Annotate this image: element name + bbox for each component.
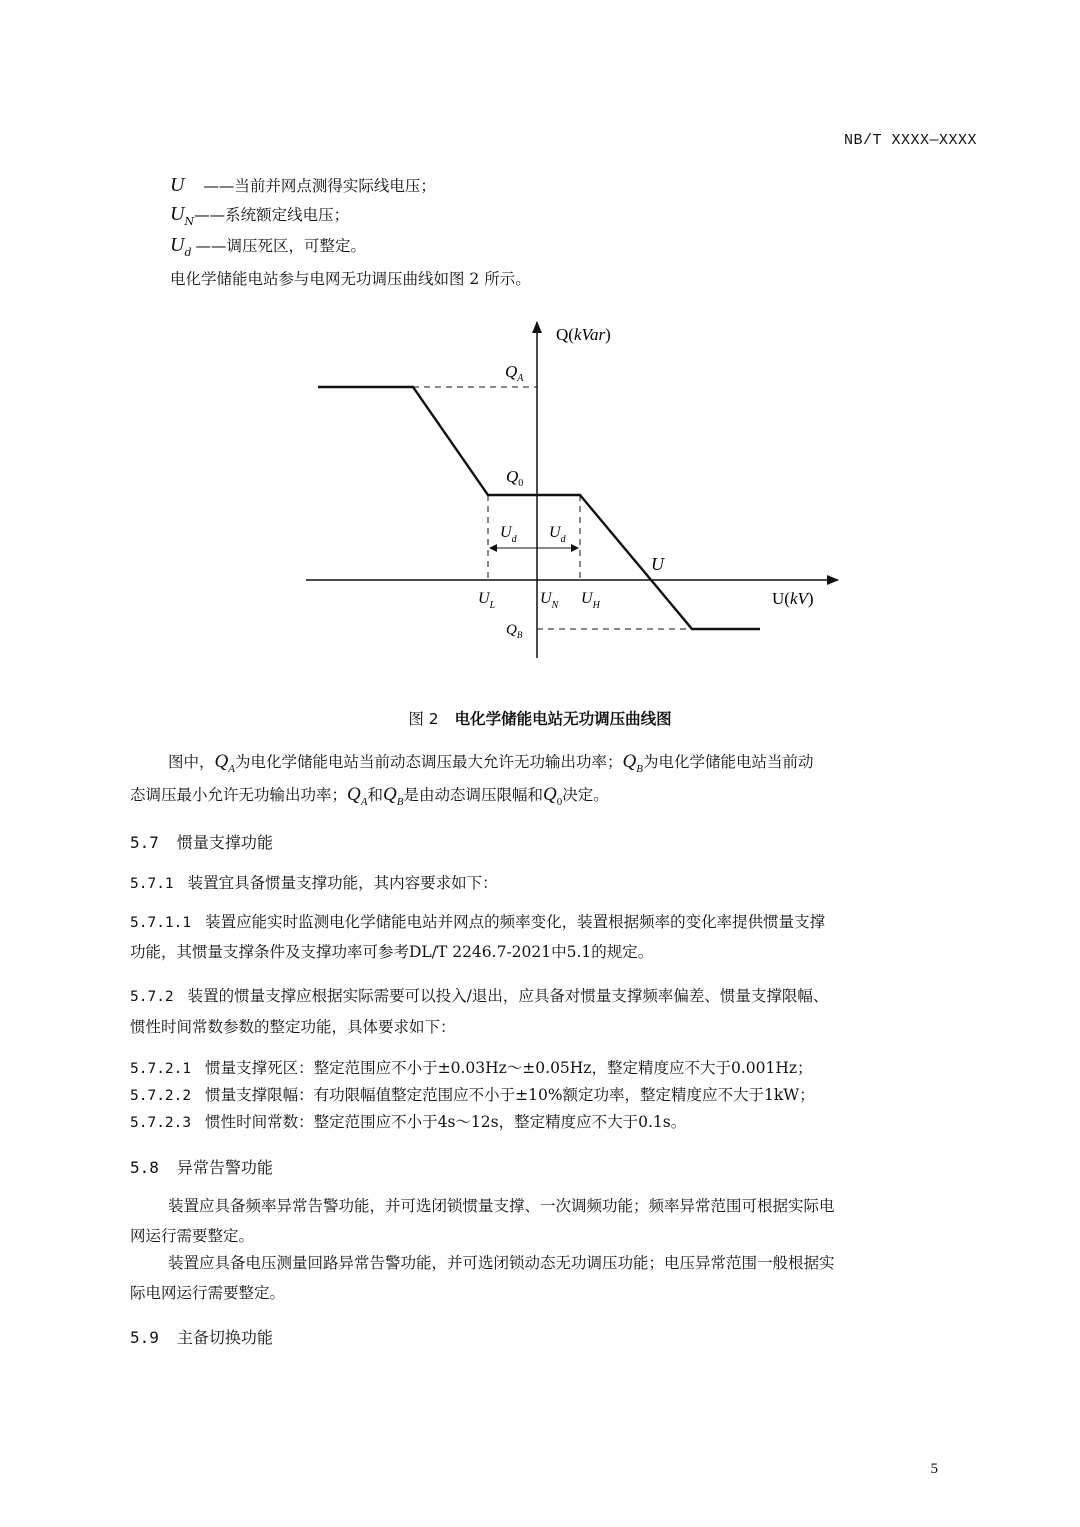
qa-label-sub: A (517, 373, 524, 384)
ud-left-sub: d (511, 534, 517, 545)
clause-text: 惯性时间常数：整定范围应不小于4s～12s，整定精度应不大于0.1s。 (205, 1113, 687, 1131)
uh-label-base: U (581, 590, 593, 607)
section-title: 惯量支撑功能 (176, 833, 273, 852)
q-u-curve (318, 387, 760, 629)
y-axis-label (556, 325, 611, 344)
qa-symbol: $Q_A$ (347, 784, 368, 808)
ud-right-base: U (549, 524, 561, 541)
figure-caption-title: 电化学储能电站无功调压曲线图 (454, 710, 672, 728)
section-heading-5-8 (130, 1155, 273, 1178)
qa-label (505, 362, 524, 384)
note-text: 是由动态调压限幅和 (403, 786, 543, 804)
clause-5-7-2-3 (130, 1107, 980, 1139)
figure-note-line-2 (130, 780, 980, 817)
definition-text: 系统额定线电压； (225, 206, 350, 224)
clause-number: 5.7.2.1 (130, 1061, 192, 1077)
definition-symbol: U (170, 203, 185, 225)
section-heading-5-9 (130, 1325, 273, 1348)
definition-symbol: U (170, 234, 185, 256)
x-axis-label (772, 589, 814, 608)
clause-number: 5.7.1.1 (130, 915, 192, 931)
paragraph-5-8-2-line-1: 装置应具备电压测量回路异常告警功能，并可选闭锁动态无功调压功能；电压异常范围一般根据实 (168, 1254, 835, 1272)
definition-dash: —— (194, 206, 226, 224)
clause-text: 装置应能实时监测电化学储能电站并网点的频率变化，装置根据频率的变化率提供惯量支撑 (205, 913, 826, 931)
ul-label (478, 590, 496, 611)
paragraph-5-8-2-line-2: 际电网运行需要整定。 (130, 1284, 286, 1302)
definition-dash: —— (195, 237, 227, 255)
paragraph-5-8-1-line-1: 装置应具备频率异常告警功能，并可选闭锁惯量支撑、一次调频功能；频率异常范围可根据实际电 (168, 1197, 835, 1215)
x-axis-label-unit: kV (789, 589, 808, 608)
note-text: 为电化学储能电站当前动 (642, 753, 814, 771)
q-u-curve-figure (0, 0, 1080, 700)
uh-label-sub: H (592, 600, 600, 611)
clause-text: 装置宜具备惯量支撑功能，其内容要求如下： (187, 874, 498, 892)
note-text: 决定。 (562, 786, 609, 804)
qb-symbol: $Q_B$ (383, 784, 404, 808)
definition-symbol: U (170, 174, 185, 196)
qa-label-base: Q (505, 362, 518, 381)
clause-number: 5.7.2.3 (130, 1115, 192, 1131)
clause-5-7-2 (130, 981, 980, 1013)
un-label (540, 590, 560, 611)
definition-text: 调压死区，可整定。 (226, 237, 367, 255)
ud-left-base: U (500, 524, 512, 541)
y-axis-label-suffix: ) (605, 325, 611, 344)
paragraph-5-8-1-line-2: 网运行需要整定。 (130, 1227, 255, 1245)
clause-number: 5.7.2 (130, 989, 174, 1005)
clause-text: 惯量支撑限幅：有功限幅值整定范围应不小于±10%额定功率，整定精度应不大于1kW； (205, 1086, 815, 1104)
un-label-base: U (540, 590, 552, 607)
clause-5-7-1-1-cont: 功能，其惯量支撑条件及支撑功率可参考DL/T 2246.7-2021中5.1的规定。 (130, 943, 654, 961)
clause-5-7-2-cont: 惯性时间常数参数的整定功能，具体要求如下： (130, 1018, 456, 1036)
ul-label-base: U (478, 590, 490, 607)
un-label-sub: N (551, 600, 559, 611)
qb-label-base: Q (506, 622, 517, 638)
y-axis-label-prefix: Q( (556, 325, 574, 344)
qb-symbol: $Q_B$ (622, 751, 643, 775)
intro-line: 电化学储能电站参与电网无功调压曲线如图 2 所示。 (170, 270, 531, 288)
clause-5-7-1-1 (130, 907, 980, 939)
note-text: 图中， (168, 753, 215, 771)
note-text: 为电化学储能电站当前动态调压最大允许无功输出功率； (234, 753, 623, 771)
ud-left-label (500, 524, 518, 545)
x-axis-label-suffix: ) (807, 589, 814, 608)
definition-text: 当前并网点测得实际线电压； (234, 177, 436, 195)
figure-caption-number: 图 2 (408, 710, 439, 728)
ud-right-label (549, 524, 567, 545)
section-number: 5.8 (130, 1158, 159, 1177)
standard-code: NB/T XXXX—XXXX (843, 132, 977, 149)
figure-note-line-1 (130, 747, 980, 784)
ul-label-sub: L (489, 600, 496, 611)
clause-number: 5.7.2.2 (130, 1088, 192, 1104)
clause-text: 惯量支撑死区：整定范围应不小于±0.03Hz～±0.05Hz，整定精度应不大于0.001Hz； (205, 1059, 813, 1077)
x-axis-label-prefix: U( (772, 589, 790, 608)
q0-label-sub: 0 (518, 478, 524, 489)
u-curve-label: U (651, 554, 664, 574)
figure-caption (0, 707, 1080, 729)
definition-subscript: N (184, 215, 195, 228)
ud-right-sub: d (560, 534, 566, 545)
q0-label (506, 467, 523, 489)
clause-5-7-1 (130, 868, 980, 900)
note-text: 态调压最小允许无功输出功率； (130, 786, 348, 804)
uh-label (581, 590, 601, 611)
q0-symbol: $Q_0$ (542, 784, 563, 808)
q0-label-base: Q (506, 467, 519, 486)
clause-number: 5.7.1 (130, 876, 174, 892)
definition-subscript: d (184, 246, 192, 259)
page-number: 5 (930, 1461, 938, 1477)
qb-label (506, 622, 523, 640)
qb-label-sub: B (516, 630, 523, 640)
section-heading-5-7 (130, 830, 273, 853)
section-number: 5.7 (130, 833, 159, 852)
note-text: 和 (367, 786, 383, 804)
qa-symbol: $Q_A$ (214, 751, 235, 775)
y-axis-label-unit: kVar (573, 325, 606, 344)
definition-dash: —— (203, 177, 235, 195)
section-title: 异常告警功能 (176, 1158, 273, 1177)
section-title: 主备切换功能 (176, 1328, 273, 1347)
section-number: 5.9 (130, 1328, 159, 1347)
clause-text: 装置的惯量支撑应根据实际需要可以投入/退出，应具备对惯量支撑频率偏差、惯量支撑限幅、 (187, 987, 829, 1005)
